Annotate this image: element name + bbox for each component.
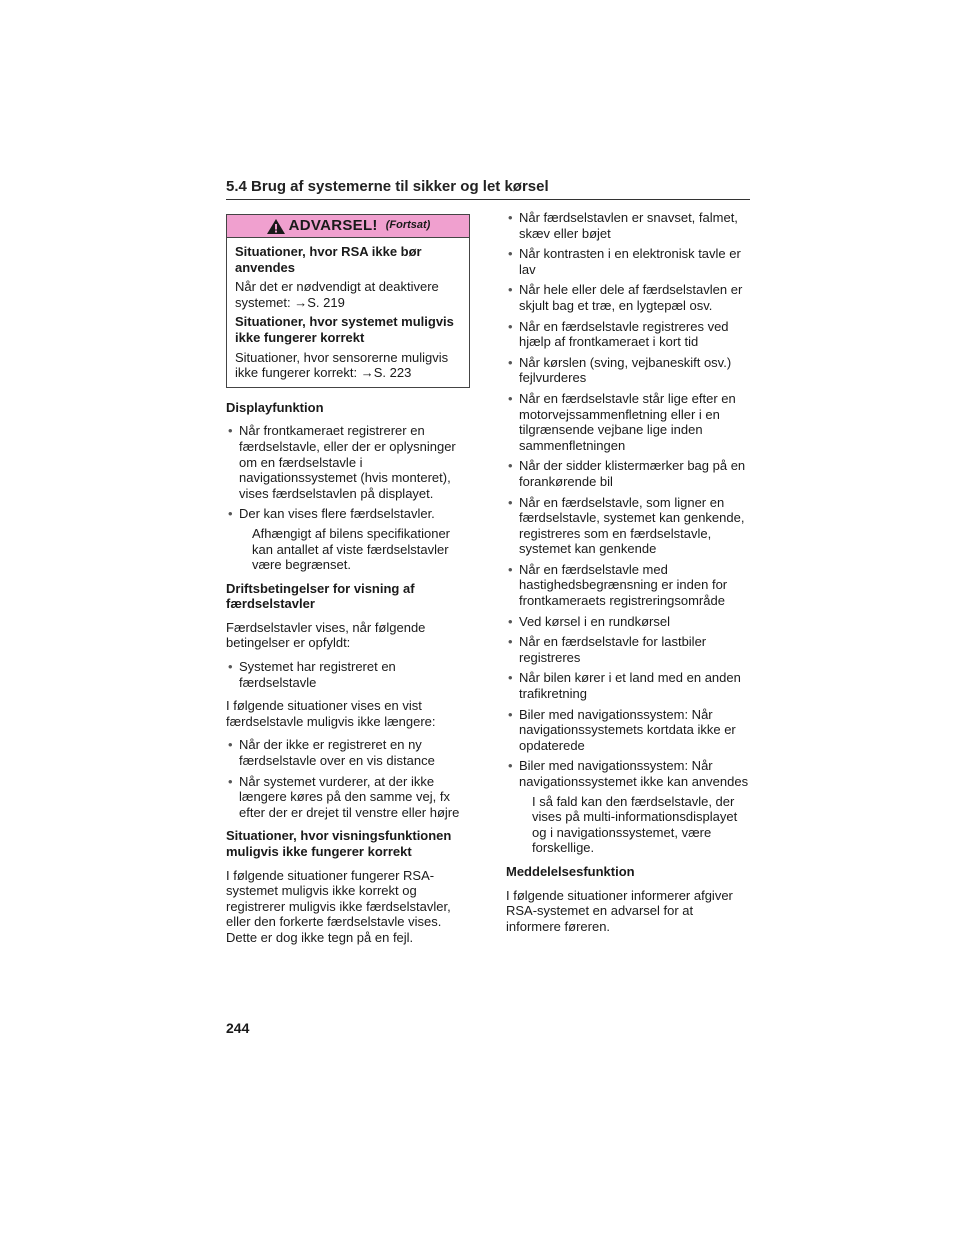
left-column (226, 214, 470, 954)
list-item: • Når hele eller dele af færdselstavlen er skjult bag et træ, en lygtepæl osv. (506, 282, 750, 313)
list-item-note: Afhængigt af bilens specifikationer kan antallet af viste færdselstavler være begrænset. (252, 525, 451, 573)
nolonger-list (226, 737, 470, 820)
warning-heading-1: Situationer, hvor RSA ikke bør anvendes (235, 244, 422, 275)
malfunction-text: I følgende situationer fungerer RSA-systemet muligvis ikke korrekt og registrerer muligvis ikke færdselstavler, eller den forkerte færdselstavle vises. Dette er dog ikke tegn på en fejl. (226, 867, 451, 945)
nolonger-text: I følgende situationer vises en vist færdselstavle muligvis ikke længere: (226, 698, 436, 729)
list-item: • Når færdselstavlen er snavset, falmet, skæv eller bøjet (506, 210, 750, 241)
conditions-heading: Driftsbetingelser for visning af færdselstavler (226, 580, 415, 612)
list-item (506, 758, 750, 856)
malfunction-list (506, 210, 750, 856)
list-item: • Når en færdselstavle med hastighedsbegrænsning er inden for frontkameraets registreringsområde (506, 562, 750, 609)
section-header: 5.4 Brug af systemerne til sikker og let kørsel (226, 178, 750, 200)
list-item: • Systemet har registreret en færdselstavle (226, 659, 470, 690)
warning-heading-2: Situationer, hvor systemet muligvis ikke fungerer korrekt (235, 314, 454, 345)
list-item: • Når kørslen (sving, vejbaneskift osv.) fejlvurderes (506, 355, 750, 386)
list-item: • Biler med navigationssystem: Når navigationssystemets kortdata ikke er opdaterede (506, 707, 750, 754)
display-list (226, 423, 470, 572)
right-column (506, 210, 750, 942)
notify-text: I følgende situationer informerer afgiver RSA-systemet en advarsel for at informere føreren. (506, 887, 733, 934)
warning-triangle-icon (266, 218, 286, 235)
malfunction-heading: Situationer, hvor visningsfunktionen muligvis ikke fungerer korrekt (226, 828, 452, 859)
warning-continued: (Fortsat) (385, 219, 431, 232)
warning-header (227, 215, 469, 238)
list-item: • Når en færdselstavle registreres ved hjælp af frontkameraet i kort tid (506, 319, 750, 350)
list-item: • Når frontkameraet registrerer en færdselstavle, eller der er oplysninger om en færdselstavle i navigationssystemet (hvis monteret), vises færdselstavlen på displayet. (226, 423, 470, 501)
list-item: • Når der ikke er registreret en ny færdselstavle over en vis distance (226, 737, 470, 768)
warning-body (227, 238, 469, 387)
warning-box (226, 214, 470, 388)
display-heading: Displayfunktion (226, 399, 324, 415)
list-item: • Når en færdselstavle står lige efter en motorvejssammenfletning eller i en tilgrænsende vejbane lige inden sammenfletningen (506, 391, 750, 453)
conditions-text: Færdselstavler vises, når følgende betingelser er opfyldt: (226, 619, 426, 651)
conditions-list (226, 659, 470, 690)
list-item-note: I så fald kan den færdselstavle, der vises på multi-informationsdisplayet og i navigationssystemet, være forskellige. (532, 793, 738, 856)
list-item: • Når systemet vurderer, at der ikke længere køres på den samme vej, fx efter der er drejet til venstre eller højre (226, 774, 470, 821)
warning-text-2: Situationer, hvor sensorerne muligvis ikke fungerer korrekt: →S. 223 (235, 349, 449, 381)
list-item: • Ved kørsel i en rundkørsel (506, 614, 750, 630)
list-item: • Når kontrasten i en elektronisk tavle er lav (506, 246, 750, 277)
page-number: 244 (226, 1020, 250, 1036)
warning-title: ADVARSEL! (288, 217, 378, 235)
warning-text-1: Når det er nødvendigt at deaktivere systemet: →S. 219 (235, 279, 439, 310)
list-item-text: Biler med navigationssystem: Når navigationssystemet ikke kan anvendes (519, 758, 749, 789)
list-item-text: Der kan vises flere færdselstavler. (239, 506, 435, 522)
list-item: • Når en færdselstavle, som ligner en færdselstavle, systemet kan genkende, registreres som en færdselstavle, systemet kan genkende (506, 495, 750, 557)
list-item (226, 506, 470, 572)
list-item: • Når en færdselstavle for lastbiler registreres (506, 634, 750, 665)
list-item: • Når der sidder klistermærker bag på en forankørende bil (506, 458, 750, 489)
list-item: • Når bilen kører i et land med en anden trafikretning (506, 670, 750, 701)
notify-heading: Meddelelsesfunktion (506, 863, 635, 879)
